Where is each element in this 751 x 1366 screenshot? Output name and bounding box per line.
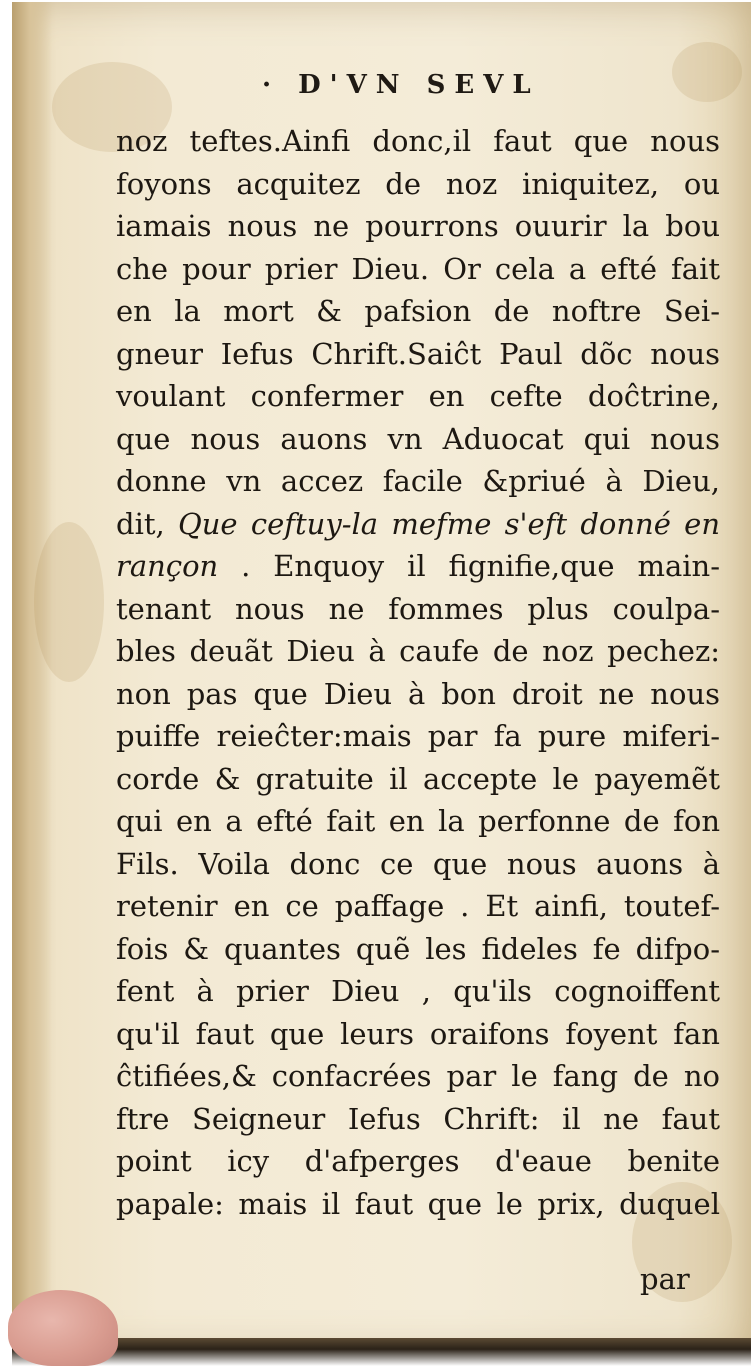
- text-segment: noz teftes.Ainfi donc,il faut que nous: [116, 124, 720, 158]
- page-bottom-edge: [12, 1338, 751, 1366]
- text-segment: fois & quantes quẽ les fideles fe difpo-: [116, 931, 720, 966]
- text-segment: papale: mais il faut que le prix, duquel: [116, 1186, 720, 1221]
- text-line: [116, 758, 720, 801]
- text-segment: qui en a efté fait en la perfonne de fon: [116, 804, 720, 838]
- text-line: [116, 333, 720, 376]
- text-segment: que nous auons vn Aduocat qui nous: [116, 421, 720, 456]
- text-line: [116, 205, 720, 248]
- text-segment: non pas que Dieu à bon droit ne nous: [116, 676, 720, 711]
- text-segment: voulant confermer en cefte doĉtrine,: [116, 379, 720, 413]
- text-line: [116, 503, 720, 546]
- text-line: [116, 418, 720, 461]
- catchword: par: [640, 1262, 690, 1296]
- text-segment: gneur Iefus Chrift.Saiĉt Paul dõc nous: [116, 336, 720, 371]
- text-segment: . Enquoy il fignifie,que main-: [218, 549, 720, 583]
- text-line: [116, 928, 720, 971]
- text-segment: iamais nous ne pourrons ouurir la bou: [116, 209, 720, 243]
- text-segment: donne vn accez facile &priué à Dieu,: [116, 464, 720, 498]
- text-line: [116, 248, 720, 291]
- text-line: [116, 545, 720, 588]
- text-segment: retenir en ce paffage . Et ainfi, toutef-: [116, 889, 720, 923]
- text-line: [116, 885, 720, 928]
- text-line: [116, 120, 720, 163]
- text-line: [116, 673, 720, 716]
- text-segment: dit,: [116, 506, 178, 541]
- text-line: [116, 375, 720, 418]
- text-segment: qu'il faut que leurs oraifons foyent fan: [116, 1016, 720, 1051]
- text-segment: tenant nous ne fommes plus coulpa-: [116, 591, 720, 626]
- text-segment: Fils. Voila donc ce que nous auons à: [116, 846, 720, 881]
- text-segment: corde & gratuite il accepte le payemẽt: [116, 761, 720, 796]
- text-line: [116, 1055, 720, 1098]
- text-segment: ĉtifiées,& confacrées par le fang de no: [116, 1059, 720, 1093]
- italic-quote-segment: rançon: [116, 549, 219, 583]
- text-line: [116, 630, 720, 673]
- text-segment: foyons acquitez de noz iniquitez, ou: [116, 166, 720, 201]
- text-line: [116, 1013, 720, 1056]
- text-line: [116, 460, 720, 503]
- text-segment: che pour prier Dieu. Or cela a efté fait: [116, 251, 720, 286]
- text-line: [116, 1098, 720, 1141]
- text-segment: en la mort & pafsion de noftre Sei-: [116, 294, 720, 328]
- running-head: · D'VN SEVL: [262, 70, 540, 100]
- text-line: [116, 715, 720, 758]
- italic-quote-segment: Que ceftuy-la mefme s'eft donné en: [177, 506, 720, 541]
- text-line: [116, 163, 720, 206]
- text-line: [116, 800, 720, 843]
- body-text: [116, 120, 720, 1225]
- paper-stain: [672, 42, 742, 102]
- text-line: [116, 588, 720, 631]
- text-line: [116, 1140, 720, 1183]
- text-line: [116, 843, 720, 886]
- text-segment: puiffe reieĉter:mais par fa pure miferi-: [116, 719, 720, 753]
- text-line: [116, 290, 720, 333]
- text-segment: bles deuãt Dieu à caufe de noz pechez:: [116, 634, 720, 668]
- text-segment: ftre Seigneur Iefus Chrift: il ne faut: [116, 1101, 720, 1136]
- paper-stain: [34, 522, 104, 682]
- text-segment: point icy d'afperges d'eaue benite: [116, 1144, 720, 1178]
- page-gutter: [12, 2, 52, 1354]
- text-line: [116, 970, 720, 1013]
- holding-thumb: [8, 1290, 118, 1366]
- text-segment: fent à prier Dieu , qu'ils cognoiffent: [116, 974, 720, 1008]
- text-line: [116, 1183, 720, 1226]
